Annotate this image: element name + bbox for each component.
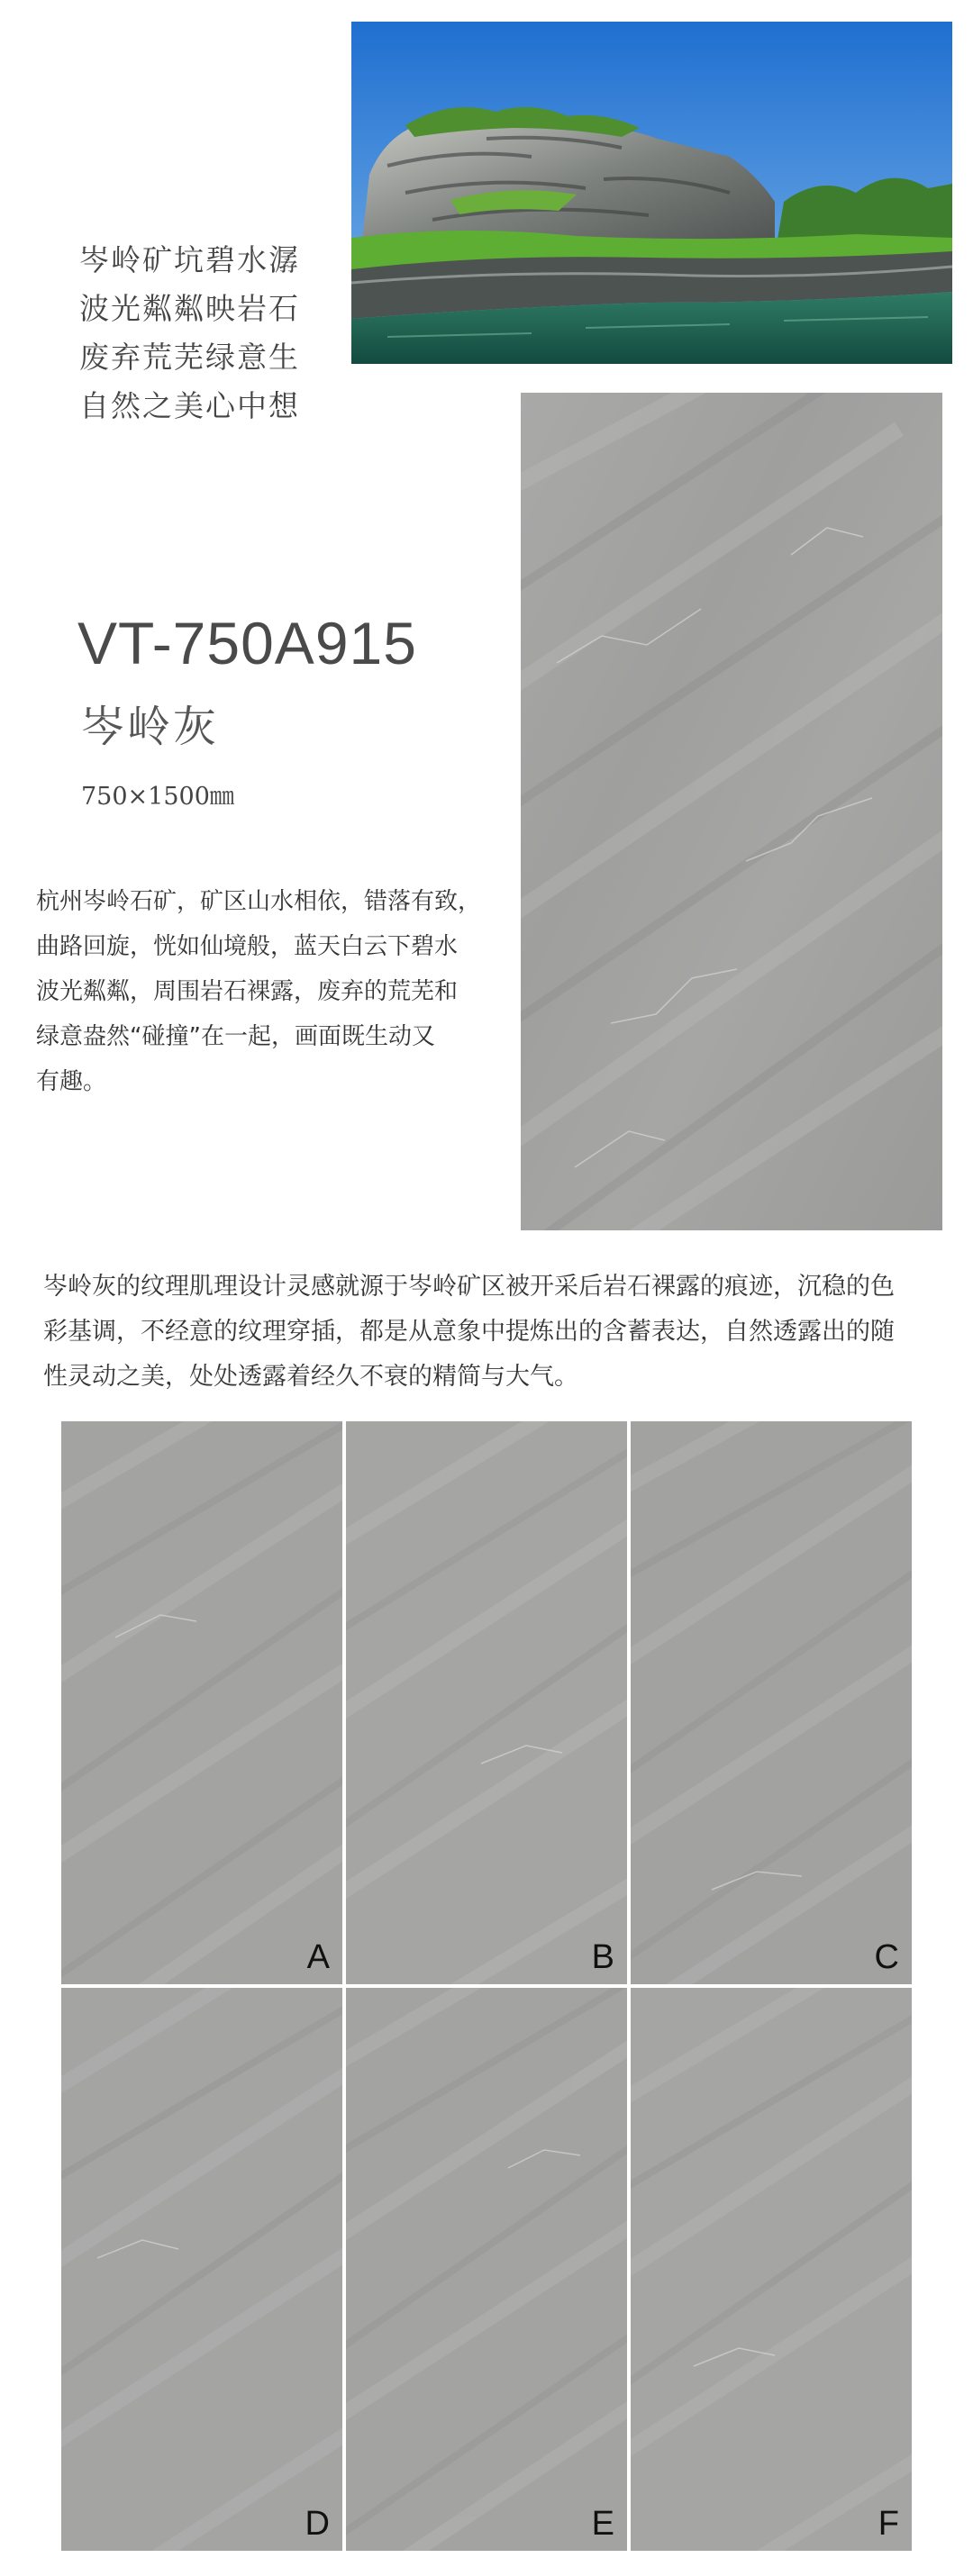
description-line: 波光粼粼，周围岩石裸露，废弃的荒芜和 [36,978,459,1005]
poem-line: 废弃荒芜绿意生 [79,340,300,375]
marble-texture [61,1421,342,1984]
tile-e [346,1988,627,2551]
marble-texture [346,1988,627,2551]
description-line: 绿意盎然“碰撞”在一起，画面既生动又 [36,1023,435,1050]
poem-line: 岑岭矿坑碧水潺 [79,242,300,277]
poem-line: 波光粼粼映岩石 [79,291,300,326]
tile-label: A [306,1938,330,1976]
tile-label: F [878,2505,899,2543]
product-size: 750×1500㎜ [81,783,234,811]
paragraph-line: 岑岭灰的纹理肌理设计灵感就源于岑岭矿区被开采后岩石裸露的痕迹，沉稳的色 [43,1273,895,1301]
design-paragraph [43,1265,944,1400]
quarry-landscape-illustration [351,22,952,364]
description-line: 曲路回旋，恍如仙境般，蓝天白云下碧水 [36,933,459,960]
tile-grid [61,1421,912,2553]
marble-texture [631,1988,912,2551]
marble-texture [61,1988,342,2551]
tile-f [631,1988,912,2551]
poem [79,236,300,431]
tile-a [61,1421,342,1984]
marble-texture [521,393,942,1230]
marble-slab-image [521,393,942,1230]
tile-label: B [591,1938,614,1976]
tile-label: C [874,1938,899,1976]
tile-d [61,1988,342,2551]
product-code: VT-750A915 [77,610,417,676]
tile-label: E [591,2505,614,2543]
description-line: 有趣。 [36,1068,107,1095]
tile-c [631,1421,912,1984]
paragraph-line: 性灵动之美，处处透露着经久不衰的精简与大气。 [43,1363,578,1391]
quarry-landscape-photo [351,22,952,364]
marble-texture [346,1421,627,1984]
tile-label: D [305,2505,330,2543]
paragraph-line: 彩基调，不经意的纹理穿插，都是从意象中提炼出的含蓄表达，自然透露出的随 [43,1318,895,1346]
marble-texture [631,1421,912,1984]
poem-line: 自然之美心中想 [79,388,300,423]
product-description [36,879,523,1104]
description-line: 杭州岑岭石矿，矿区山水相依，错落有致， [36,888,482,915]
tile-b [346,1421,627,1984]
product-name: 岑岭灰 [81,702,220,752]
